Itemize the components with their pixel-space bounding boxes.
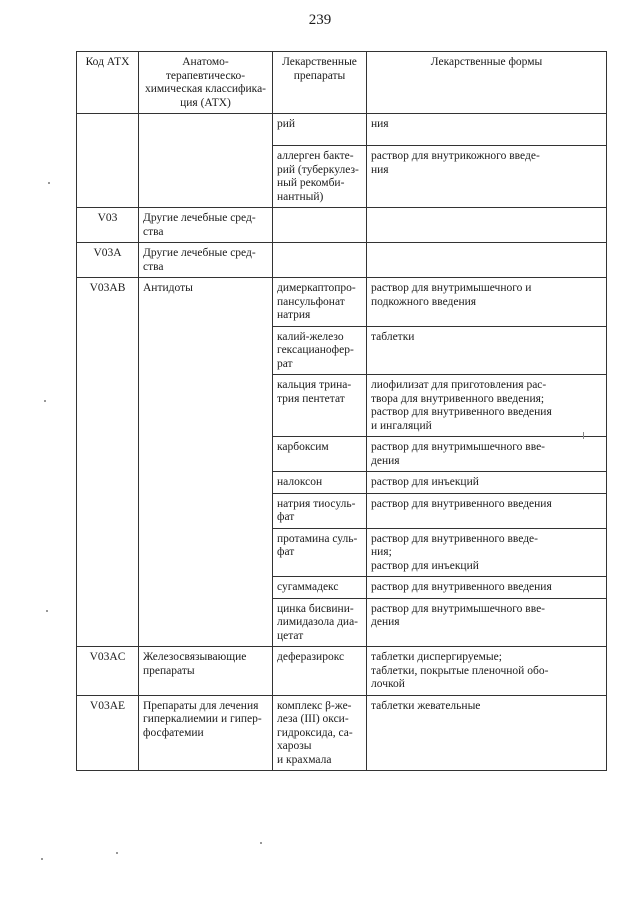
page-number: 239 xyxy=(308,12,332,28)
table-row xyxy=(77,243,607,278)
header-drugs: Лекарственные препараты xyxy=(273,52,367,114)
atc-group-name-cell: Другие лечебные сред- ства xyxy=(139,208,273,243)
table-row xyxy=(77,208,607,243)
table-row xyxy=(77,114,607,146)
dosage-form-cell xyxy=(367,208,607,243)
drug-name-cell: димеркаптопро- пансульфонат натрия xyxy=(273,278,367,327)
dosage-form-cell: раствор для внутрикожного введе- ния xyxy=(367,146,607,208)
drug-name-cell: сугаммадекс xyxy=(273,577,367,599)
atc-code-cell xyxy=(77,114,139,208)
drug-name-cell: кальция трина- трия пентетат xyxy=(273,375,367,437)
table-row xyxy=(77,647,607,696)
drug-name-cell: комплекс β-же- леза (III) окси- гидроксида, са- харозы и крахмала xyxy=(273,695,367,771)
atc-group-name-cell xyxy=(139,114,273,208)
dosage-form-cell: раствор для инъекций xyxy=(367,472,607,494)
atc-code-cell: V03 xyxy=(77,208,139,243)
dosage-form-cell: раствор для внутримышечного и подкожного введения xyxy=(367,278,607,327)
atc-code-cell: V03AB xyxy=(77,278,139,647)
dosage-form-cell: таблетки жевательные xyxy=(367,695,607,771)
drug-name-cell: карбоксим xyxy=(273,437,367,472)
drug-name-cell: деферазирокс xyxy=(273,647,367,696)
drug-name-cell: рий xyxy=(273,114,367,146)
atc-group-name-cell: Другие лечебные сред- ства xyxy=(139,243,273,278)
dosage-form-cell: таблетки xyxy=(367,326,607,375)
dosage-form-cell xyxy=(367,243,607,278)
dosage-form-cell: раствор для внутривенного введе- ния; раствор для инъекций xyxy=(367,528,607,577)
drug-name-cell: протамина суль- фат xyxy=(273,528,367,577)
dosage-form-cell: раствор для внутривенного введения xyxy=(367,493,607,528)
drug-name-cell: натрия тиосуль- фат xyxy=(273,493,367,528)
atc-table xyxy=(76,51,607,771)
table-row xyxy=(77,695,607,771)
header-atc-classification: Анатомо-терапевтическо- химическая классифика- ция (АТХ) xyxy=(139,52,273,114)
scan-dot xyxy=(46,610,48,612)
drug-name-cell: аллерген бакте- рий (туберкулез- ный рекомби- нантный) xyxy=(273,146,367,208)
atc-code-cell: V03A xyxy=(77,243,139,278)
atc-code-cell: V03AE xyxy=(77,695,139,771)
scan-dot xyxy=(260,842,262,844)
scan-dot xyxy=(48,182,50,184)
atc-code-cell: V03AC xyxy=(77,647,139,696)
header-dosage-forms: Лекарственные формы xyxy=(367,52,607,114)
drug-name-cell xyxy=(273,243,367,278)
drug-name-cell: цинка бисвини- лимидазола диа- цетат xyxy=(273,598,367,647)
table-body xyxy=(77,114,607,771)
scan-dash xyxy=(583,432,584,439)
drug-name-cell: налоксон xyxy=(273,472,367,494)
atc-group-name-cell: Железосвязывающие препараты xyxy=(139,647,273,696)
dosage-form-cell: таблетки диспергируемые; таблетки, покрытые пленочной обо- лочкой xyxy=(367,647,607,696)
drug-name-cell xyxy=(273,208,367,243)
table-row xyxy=(77,278,607,327)
atc-group-name-cell: Антидоты xyxy=(139,278,273,647)
drug-name-cell: калий-железо гексацианофер- рат xyxy=(273,326,367,375)
header-atc-code: Код АТХ xyxy=(77,52,139,114)
dosage-form-cell: лиофилизат для приготовления рас- твора для внутривенного введения; раствор для внутривенного введения и ингаляций xyxy=(367,375,607,437)
atc-group-name-cell: Препараты для лечения гиперкалиемии и гипер- фосфатемии xyxy=(139,695,273,771)
dosage-form-cell: раствор для внутримышечного вве- дения xyxy=(367,598,607,647)
dosage-form-cell: раствор для внутримышечного вве- дения xyxy=(367,437,607,472)
dosage-form-cell: раствор для внутривенного введения xyxy=(367,577,607,599)
scan-dot xyxy=(41,858,43,860)
scan-dot xyxy=(44,400,46,402)
dosage-form-cell: ния xyxy=(367,114,607,146)
scan-dot xyxy=(116,852,118,854)
table-header-row xyxy=(77,52,607,114)
